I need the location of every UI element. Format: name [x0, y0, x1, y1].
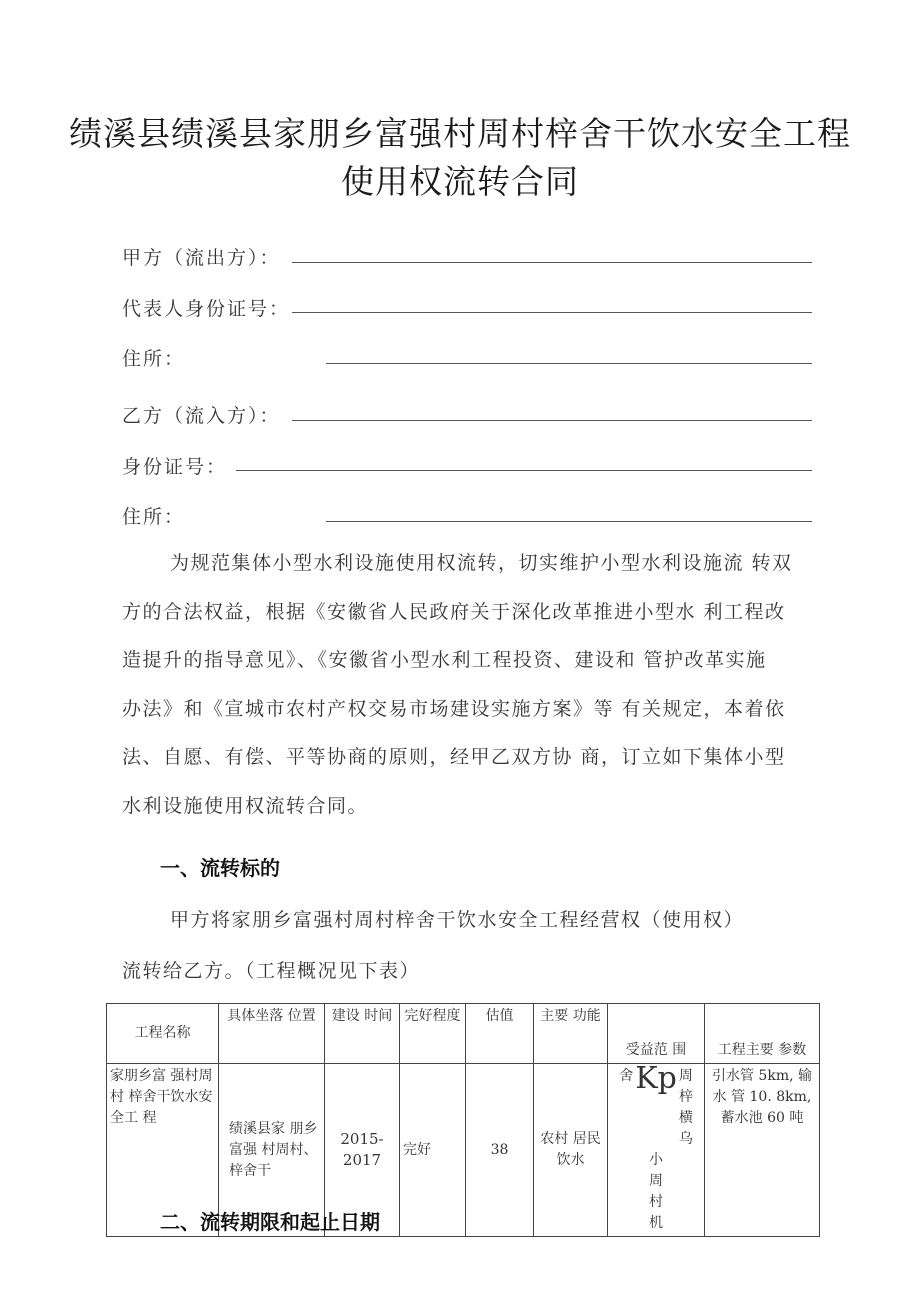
header-scope: 受益范 围 — [608, 1004, 705, 1064]
cell-value: 38 — [466, 1064, 534, 1237]
cell-params: 引水管 5km, 输水 管 10. 8km, 蓄水池 60 吨 — [705, 1064, 820, 1237]
intro-line: 为规范集体小型水利设施使用权流转，切实维护小型水利设施流 转双 — [170, 552, 793, 574]
header-params: 工程主要 参数 — [705, 1004, 820, 1064]
intro-line: 水利设施使用权流转合同。 — [122, 794, 369, 817]
scope-part-a: 舍 — [619, 1068, 634, 1084]
header-value: 估值 — [466, 1004, 534, 1064]
address-a-label: 住所： — [122, 348, 186, 370]
header-location: 具体坐落 位置 — [219, 1004, 325, 1064]
scope-part-d: 小 周 村 机 — [649, 1152, 663, 1231]
id-label: 身份证号： — [122, 456, 228, 478]
address-b-label: 住所： — [122, 506, 186, 528]
scope-part-b: Kp — [635, 1061, 677, 1096]
scope-part-c: 周 梓 横 乌 — [678, 1068, 693, 1147]
project-table — [106, 1003, 820, 1237]
header-function: 主要 功能 — [534, 1004, 608, 1064]
intro-line: 法、自愿、有偿、平等协商的原则，经甲乙双方协 商，订立如下集体小型 — [122, 746, 786, 768]
cell-scope — [608, 1061, 705, 1237]
cell-time: 2015-2017 — [325, 1064, 400, 1237]
cell-function: 农村 居民 饮水 — [534, 1064, 608, 1237]
party-b-label: 乙方（流入方）： — [122, 405, 281, 427]
header-name: 工程名称 — [107, 1004, 219, 1064]
party-b-input-line[interactable] — [292, 420, 812, 421]
section1-line1: 甲方将家朋乡富强村周村梓舍干饮水安全工程经营权（使用权） — [170, 909, 745, 931]
section2-heading: 二、流转期限和起止日期 — [160, 1210, 380, 1234]
intro-line: 方的合法权益，根据《安徽省人民政府关于深化改革推进小型水 利工程改 — [122, 600, 786, 623]
rep-id-input-line[interactable] — [292, 312, 812, 313]
party-a-input-line[interactable] — [292, 262, 812, 263]
id-input-line[interactable] — [236, 470, 812, 471]
intro-line: 办法》和《宣城市农村产权交易市场建设实施方案》等 有关规定，本着依 — [122, 697, 786, 720]
document-title-line1: 绩溪县绩溪县家朋乡富强村周村梓舍干饮水安全工程 — [69, 114, 851, 153]
section1-heading: 一、流转标的 — [160, 856, 280, 880]
intro-line: 造提升的指导意见》、《安徽省小型水利工程投资、建设和 管护改革实施 — [122, 649, 767, 671]
cell-name: 家朋乡富 强村周村 梓舍干饮水安全工 程 — [107, 1064, 219, 1237]
intro-paragraph — [122, 539, 822, 830]
header-condition: 完好程度 — [400, 1004, 466, 1064]
table-header-row — [107, 1004, 820, 1064]
address-a-input-line[interactable] — [326, 363, 812, 364]
header-time: 建设 时间 — [325, 1004, 400, 1064]
address-b-input-line[interactable] — [326, 521, 812, 522]
section1-line2: 流转给乙方。（工程概况见下表） — [122, 960, 421, 982]
cell-condition: 完好 — [400, 1064, 466, 1237]
party-a-label: 甲方（流出方）： — [122, 247, 281, 269]
cell-location: 绩溪县家 朋乡富强 村周村、 梓舍干 — [219, 1064, 325, 1237]
document-title-line2: 使用权流转合同 — [341, 162, 579, 201]
rep-id-label: 代表人身份证号： — [122, 298, 291, 320]
